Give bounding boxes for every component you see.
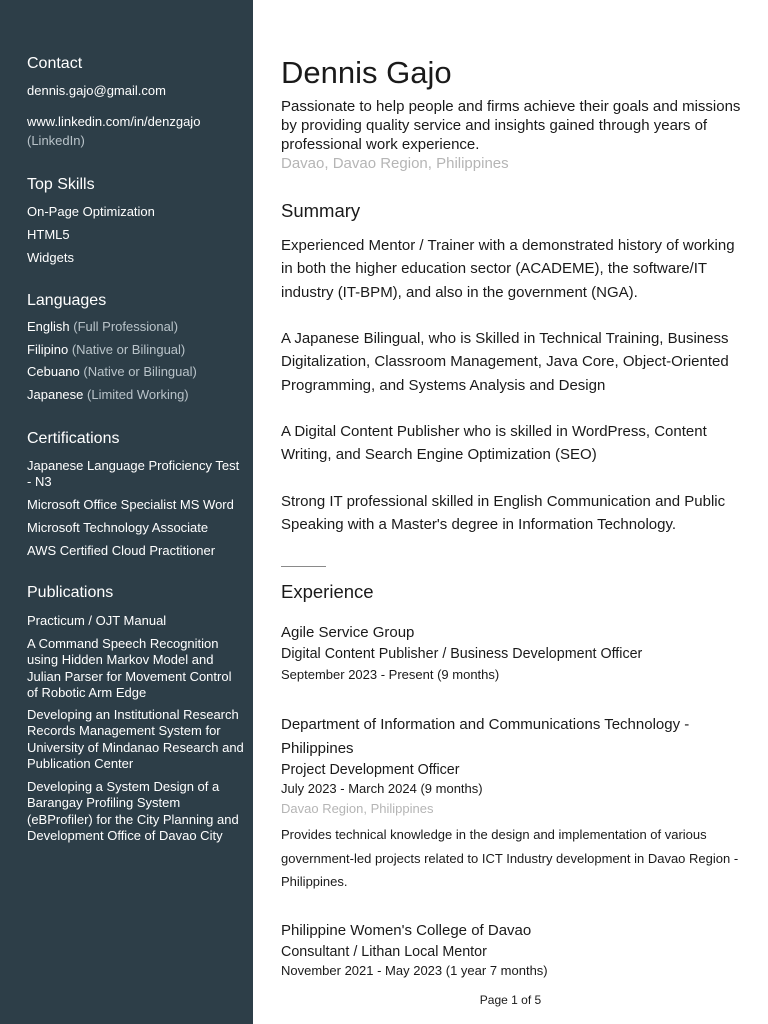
contact-linkedin-url[interactable]: www.linkedin.com/in/denzgajo <box>27 114 201 129</box>
page-number: Page 1 of 5 <box>479 993 542 1007</box>
skill-item: HTML5 <box>27 227 70 242</box>
job-company: Department of Information and Communications Technology - Philippines <box>281 716 690 757</box>
publication-item: Practicum / OJT Manual <box>27 613 167 628</box>
summary-paragraph: A Digital Content Publisher who is skilled in WordPress, Content Writing, and Search Engine Optimization (SEO) <box>281 423 707 464</box>
skill-item: Widgets <box>27 250 74 265</box>
publication-item: A Command Speech Recognition using Hidden Markov Model and Julian Parser for Movement Control of Robotic Arm Edge <box>27 636 232 700</box>
experience-heading: Experience <box>281 581 374 602</box>
certification-item: AWS Certified Cloud Practitioner <box>27 543 216 558</box>
language-level: (Native or Bilingual) <box>83 364 197 379</box>
sidebar <box>0 0 253 1024</box>
skill-item: On-Page Optimization <box>27 204 155 219</box>
job-location: Davao Region, Philippines <box>281 801 434 816</box>
certification-item: Japanese Language Proficiency Test - N3 <box>27 458 240 490</box>
language-name: English <box>27 319 70 334</box>
language-level: (Limited Working) <box>87 387 189 402</box>
job-description: Provides technical knowledge in the design and implementation of various government-led projects related to ICT Industry development in Davao Region - Philippines. <box>281 827 739 889</box>
contact-email[interactable]: dennis.gajo@gmail.com <box>27 83 166 98</box>
languages-heading: Languages <box>27 292 107 309</box>
job-company: Philippine Women's College of Davao <box>281 922 532 939</box>
language-level: (Full Professional) <box>73 319 179 334</box>
summary-paragraph: A Japanese Bilingual, who is Skilled in Technical Training, Business Digitalization, Classroom Management, Java Core, Object-Oriented Programming, and Systems Analysis and Design <box>281 330 729 394</box>
job-dates: September 2023 - Present (9 months) <box>281 667 500 682</box>
language-name: Cebuano <box>27 364 80 379</box>
language-name: Japanese <box>27 387 84 402</box>
profile-name: Dennis Gajo <box>281 55 452 90</box>
certification-item: Microsoft Technology Associate <box>27 520 209 535</box>
profile-headline: Passionate to help people and firms achieve their goals and missions by providing quality service and insights gained through years of professional work experience. <box>281 98 741 153</box>
publication-item: Developing a System Design of a Barangay Profiling System (eBProfiler) for the City Planning and Development Office of Davao City <box>27 779 239 843</box>
language-item <box>27 364 245 380</box>
summary-paragraph: Strong IT professional skilled in English Communication and Public Speaking with a Master's degree in Information Technology. <box>281 493 726 534</box>
job-dates: July 2023 - March 2024 (9 months) <box>281 781 483 796</box>
language-item <box>27 319 245 335</box>
job-role: Digital Content Publisher / Business Development Officer <box>281 646 643 662</box>
certifications-heading: Certifications <box>27 430 120 447</box>
contact-linkedin-label: (LinkedIn) <box>27 133 85 148</box>
job-dates: November 2021 - May 2023 (1 year 7 months) <box>281 963 548 978</box>
language-level: (Native or Bilingual) <box>71 342 186 357</box>
certification-item: Microsoft Office Specialist MS Word <box>27 497 234 512</box>
section-divider <box>281 566 326 567</box>
summary-heading: Summary <box>281 200 361 221</box>
language-item <box>27 387 245 403</box>
profile-location: Davao, Davao Region, Philippines <box>281 155 509 172</box>
job-role: Consultant / Lithan Local Mentor <box>281 944 487 960</box>
publications-heading: Publications <box>27 584 114 601</box>
contact-heading: Contact <box>27 55 83 72</box>
top-skills-heading: Top Skills <box>27 176 95 193</box>
job-role: Project Development Officer <box>281 762 460 778</box>
publication-item: Developing an Institutional Research Records Management System for University of Mindanao Research and Publication Center <box>27 707 244 771</box>
language-name: Filipino <box>27 342 69 357</box>
job-company: Agile Service Group <box>281 624 415 641</box>
summary-paragraph: Experienced Mentor / Trainer with a demonstrated history of working in both the higher education sector (ACADEME), the software/IT industry (IT-BPM), and also in the government (NGA). <box>281 237 735 301</box>
language-item <box>27 342 245 358</box>
